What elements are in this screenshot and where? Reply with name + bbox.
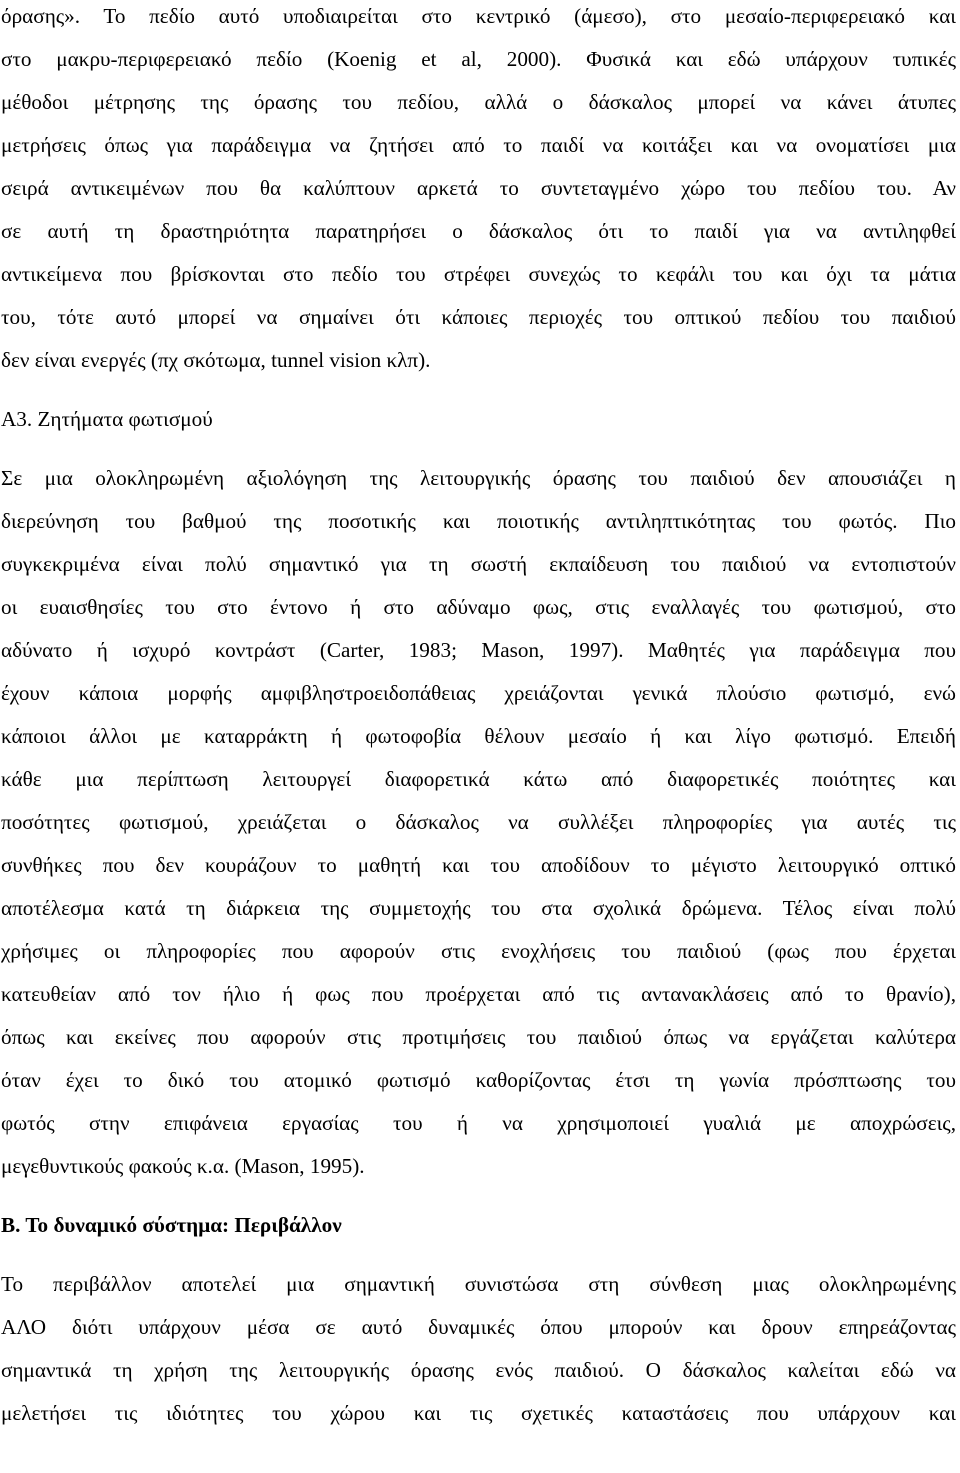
- paragraph-line: αντικείμενα που βρίσκονται στο πεδίο του στρέφει συνεχώς το κεφάλι του και όχι τα μάτια: [1, 262, 956, 286]
- paragraph-line: όταν έχει το δικό του ατομικό φωτισμό καθορίζοντας έτσι τη γωνία πρόσπτωσης του: [1, 1068, 956, 1092]
- paragraph-line: όρασης». Το πεδίο αυτό υποδιαιρείται στο κεντρικό (άμεσο), στο μεσαίο-περιφερειακό και: [1, 4, 956, 28]
- paragraph-line: συνθήκες που δεν κουράζουν το μαθητή και του αποδίδουν το μέγιστο λειτουργικό οπτικό: [1, 853, 956, 877]
- paragraph-line: Σε μια ολοκληρωμένη αξιολόγηση της λειτουργικής όρασης του παιδιού δεν απουσιάζει η: [1, 466, 956, 490]
- paragraph-line: του, τότε αυτό μπορεί να σημαίνει ότι κάποιες περιοχές του οπτικού πεδίου του παιδιού: [1, 305, 956, 329]
- paragraph-line: συγκεκριμένα είναι πολύ σημαντικό για τη σωστή εκπαίδευση του παιδιού να εντοπιστούν: [1, 552, 956, 576]
- paragraph-line: σημαντικά τη χρήση της λειτουργικής όρασης ενός παιδιού. Ο δάσκαλος καλείται εδώ να: [1, 1358, 956, 1382]
- paragraph-line: φωτός στην επιφάνεια εργασίας του ή να χρησιμοποιεί γυαλιά με αποχρώσεις,: [1, 1111, 956, 1135]
- paragraph-line: όπως και εκείνες που αφορούν στις προτιμήσεις του παιδιού όπως να εργάζεται καλύτερα: [1, 1025, 956, 1049]
- paragraph-line: αδύνατο ή ισχυρό κοντράστ (Carter, 1983; Mason, 1997). Μαθητές για παράδειγμα που: [1, 638, 956, 662]
- paragraph-line: έχουν κάποια μορφής αμφιβληστροειδοπάθειας χρειάζονται γενικά πλούσιο φωτισμό, ενώ: [1, 681, 956, 705]
- paragraph-line: κάθε μια περίπτωση λειτουργεί διαφορετικά κάτω από διαφορετικές ποιότητες και: [1, 767, 956, 791]
- paragraph-line: Το περιβάλλον αποτελεί μια σημαντική συνιστώσα στη σύνθεση μιας ολοκληρωμένης: [1, 1272, 956, 1296]
- paragraph-line: στο μακρυ-περιφερειακό πεδίο (Koenig et al, 2000). Φυσικά και εδώ υπάρχουν τυπικές: [1, 47, 956, 71]
- paragraph-line: αποτέλεσμα κατά τη διάρκεια της συμμετοχής του στα σχολικά δρώμενα. Τέλος είναι πολύ: [1, 896, 956, 920]
- paragraph-line: χρήσιμες οι πληροφορίες που αφορούν στις ενοχλήσεις του παιδιού (φως που έρχεται: [1, 939, 956, 963]
- paragraph-line: οι ευαισθησίες του στο έντονο ή στο αδύναμο φως, στις εναλλαγές του φωτισμού, στο: [1, 595, 956, 619]
- paragraph-line: μελετήσει τις ιδιότητες του χώρου και τις σχετικές καταστάσεις που υπάρχουν και: [1, 1401, 956, 1425]
- paragraph-line: κάποιοι άλλοι με καταρράκτη ή φωτοφοβία θέλουν μεσαίο ή και λίγο φωτισμό. Επειδή: [1, 724, 956, 748]
- section-heading-a3: Α3. Ζητήματα φωτισμού: [1, 407, 213, 431]
- paragraph-line: μεγεθυντικούς φακούς κ.α. (Mason, 1995).: [1, 1154, 365, 1178]
- paragraph-line: σειρά αντικειμένων που θα καλύπτουν αρκετά το συντεταγμένο χώρο του πεδίου του. Αν: [1, 176, 956, 200]
- paragraph-line: μέθοδοι μέτρησης της όρασης του πεδίου, αλλά ο δάσκαλος μπορεί να κάνει άτυπες: [1, 90, 956, 114]
- paragraph-line: κατευθείαν από τον ήλιο ή φως που προέρχεται από τις αντανακλάσεις από το θρανίο),: [1, 982, 956, 1006]
- paragraph-line: μετρήσεις όπως για παράδειγμα να ζητήσει από το παιδί να κοιτάξει και να ονοματίσει μια: [1, 133, 956, 157]
- paragraph-line: δεν είναι ενεργές (πχ σκότωμα, tunnel vision κλπ).: [1, 348, 431, 372]
- paragraph-line: σε αυτή τη δραστηριότητα παρατηρήσει ο δάσκαλος ότι το παιδί για να αντιληφθεί: [1, 219, 956, 243]
- section-heading-b: Β. Το δυναμικό σύστημα: Περιβάλλον: [1, 1213, 342, 1237]
- paragraph-line: ΑΛΟ διότι υπάρχουν μέσα σε αυτό δυναμικές όπου μπορούν και δρουν επηρεάζοντας: [1, 1315, 956, 1339]
- paragraph-line: ποσότητες φωτισμού, χρειάζεται ο δάσκαλος να συλλέξει πληροφορίες για αυτές τις: [1, 810, 956, 834]
- paragraph-line: διερεύνηση του βαθμού της ποσοτικής και ποιοτικής αντιληπτικότητας του φωτός. Πιο: [1, 509, 956, 533]
